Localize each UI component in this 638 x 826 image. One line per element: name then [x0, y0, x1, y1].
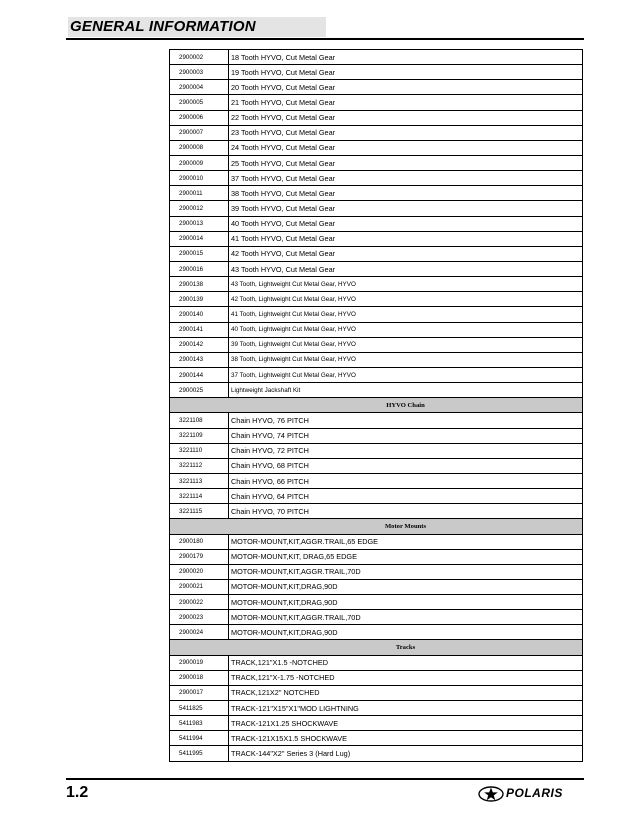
- part-number: 2900180: [170, 534, 229, 549]
- table-row: [170, 367, 583, 382]
- table-row: [170, 110, 583, 125]
- section-title: HYVO Chain: [170, 398, 583, 413]
- part-number: 2900023: [170, 610, 229, 625]
- part-number: 2900179: [170, 549, 229, 564]
- section-header-row: [170, 640, 583, 655]
- part-number: 3221114: [170, 489, 229, 504]
- table-row: [170, 383, 583, 398]
- part-number: 2900003: [170, 65, 229, 80]
- table-row: [170, 701, 583, 716]
- table-row: [170, 504, 583, 519]
- table-row: [170, 337, 583, 352]
- part-description: TRACK-144"X2" Series 3 (Hard Lug): [229, 746, 583, 761]
- part-description: 21 Tooth HYVO, Cut Metal Gear: [229, 95, 583, 110]
- section-header-row: [170, 398, 583, 413]
- part-number: 2900142: [170, 337, 229, 352]
- part-number: 2900015: [170, 246, 229, 261]
- part-description: 37 Tooth, Lightweight Cut Metal Gear, HYVO: [229, 367, 583, 382]
- table-row: [170, 186, 583, 201]
- part-description: MOTOR-MOUNT,KIT,DRAG,90D: [229, 579, 583, 594]
- part-number: 2900019: [170, 655, 229, 670]
- part-number: 2900017: [170, 685, 229, 700]
- table-row: [170, 171, 583, 186]
- table-row: [170, 95, 583, 110]
- part-description: MOTOR-MOUNT,KIT, DRAG,65 EDGE: [229, 549, 583, 564]
- part-description: 18 Tooth HYVO, Cut Metal Gear: [229, 50, 583, 65]
- part-description: 43 Tooth, Lightweight Cut Metal Gear, HYVO: [229, 277, 583, 292]
- page-number: 1.2: [66, 784, 89, 801]
- table-row: [170, 746, 583, 761]
- part-number: 2900020: [170, 564, 229, 579]
- part-description: 38 Tooth HYVO, Cut Metal Gear: [229, 186, 583, 201]
- table-row: [170, 307, 583, 322]
- part-number: 3221112: [170, 458, 229, 473]
- part-description: TRACK,121"X-1.75 -NOTCHED: [229, 670, 583, 685]
- part-description: Chain HYVO, 66 PITCH: [229, 473, 583, 488]
- part-number: 2900025: [170, 383, 229, 398]
- part-number: 3221110: [170, 443, 229, 458]
- part-number: 2900009: [170, 155, 229, 170]
- part-description: 43 Tooth HYVO, Cut Metal Gear: [229, 261, 583, 276]
- table-row: [170, 716, 583, 731]
- table-row: [170, 549, 583, 564]
- table-row: [170, 231, 583, 246]
- table-row: [170, 216, 583, 231]
- part-description: 39 Tooth HYVO, Cut Metal Gear: [229, 201, 583, 216]
- table-row: [170, 322, 583, 337]
- part-number: 2900024: [170, 625, 229, 640]
- part-description: TRACK,121X2" NOTCHED: [229, 685, 583, 700]
- part-description: Chain HYVO, 64 PITCH: [229, 489, 583, 504]
- part-description: 24 Tooth HYVO, Cut Metal Gear: [229, 140, 583, 155]
- table-row: [170, 458, 583, 473]
- part-number: 2900012: [170, 201, 229, 216]
- part-number: 2900016: [170, 261, 229, 276]
- part-number: 2900014: [170, 231, 229, 246]
- table-row: [170, 413, 583, 428]
- part-number: 2900022: [170, 595, 229, 610]
- table-row: [170, 489, 583, 504]
- part-number: 5411825: [170, 701, 229, 716]
- footer-rule: [66, 778, 584, 780]
- part-number: 2900141: [170, 322, 229, 337]
- table-row: [170, 610, 583, 625]
- table-row: [170, 534, 583, 549]
- table-row: [170, 685, 583, 700]
- table-row: [170, 155, 583, 170]
- part-description: Chain HYVO, 74 PITCH: [229, 428, 583, 443]
- part-description: 25 Tooth HYVO, Cut Metal Gear: [229, 155, 583, 170]
- table-row: [170, 428, 583, 443]
- part-number: 2900144: [170, 367, 229, 382]
- polaris-logo: [478, 786, 582, 802]
- table-row: [170, 277, 583, 292]
- part-description: TRACK-121X15X1.5 SHOCKWAVE: [229, 731, 583, 746]
- table-row: [170, 292, 583, 307]
- part-description: 22 Tooth HYVO, Cut Metal Gear: [229, 110, 583, 125]
- part-description: MOTOR-MOUNT,KIT,DRAG,90D: [229, 595, 583, 610]
- part-number: 2900143: [170, 352, 229, 367]
- part-number: 5411983: [170, 716, 229, 731]
- part-description: MOTOR-MOUNT,KIT,AGGR.TRAIL,70D: [229, 610, 583, 625]
- part-number: 2900013: [170, 216, 229, 231]
- part-number: 3221108: [170, 413, 229, 428]
- part-number: 2900138: [170, 277, 229, 292]
- part-number: 2900005: [170, 95, 229, 110]
- part-number: 2900010: [170, 171, 229, 186]
- part-description: MOTOR-MOUNT,KIT,AGGR.TRAIL,65 EDGE: [229, 534, 583, 549]
- part-number: 2900002: [170, 50, 229, 65]
- part-description: 37 Tooth HYVO, Cut Metal Gear: [229, 171, 583, 186]
- table-row: [170, 655, 583, 670]
- section-header-row: [170, 519, 583, 534]
- part-description: MOTOR-MOUNT,KIT,AGGR.TRAIL,70D: [229, 564, 583, 579]
- table-row: [170, 670, 583, 685]
- table-row: [170, 125, 583, 140]
- part-number: 2900139: [170, 292, 229, 307]
- part-description: 23 Tooth HYVO, Cut Metal Gear: [229, 125, 583, 140]
- part-description: TRACK,121"X1.5 -NOTCHED: [229, 655, 583, 670]
- part-number: 2900011: [170, 186, 229, 201]
- page-header: [68, 17, 326, 37]
- part-number: 2900004: [170, 80, 229, 95]
- part-description: MOTOR-MOUNT,KIT,DRAG,90D: [229, 625, 583, 640]
- part-description: 38 Tooth, Lightweight Cut Metal Gear, HYVO: [229, 352, 583, 367]
- table-row: [170, 352, 583, 367]
- table-row: [170, 80, 583, 95]
- part-number: 3221115: [170, 504, 229, 519]
- polaris-wordmark: POLARIS: [506, 786, 563, 800]
- part-description: TRACK-121X1.25 SHOCKWAVE: [229, 716, 583, 731]
- section-title: Tracks: [170, 640, 583, 655]
- part-description: TRACK-121"X15"X1"MOD LIGHTNING: [229, 701, 583, 716]
- table-row: [170, 443, 583, 458]
- part-number: 5411995: [170, 746, 229, 761]
- header-rule: [66, 38, 584, 40]
- parts-table-body: [170, 50, 583, 762]
- part-description: Chain HYVO, 70 PITCH: [229, 504, 583, 519]
- part-description: 20 Tooth HYVO, Cut Metal Gear: [229, 80, 583, 95]
- part-number: 2900006: [170, 110, 229, 125]
- table-row: [170, 65, 583, 80]
- table-row: [170, 564, 583, 579]
- part-number: 5411994: [170, 731, 229, 746]
- table-row: [170, 246, 583, 261]
- polaris-star-icon: [478, 786, 506, 802]
- table-row: [170, 201, 583, 216]
- section-title: Motor Mounts: [170, 519, 583, 534]
- part-description: 41 Tooth, Lightweight Cut Metal Gear, HYVO: [229, 307, 583, 322]
- table-row: [170, 579, 583, 594]
- part-description: 42 Tooth HYVO, Cut Metal Gear: [229, 246, 583, 261]
- table-row: [170, 50, 583, 65]
- part-description: 42 Tooth, Lightweight Cut Metal Gear, HYVO: [229, 292, 583, 307]
- part-description: 40 Tooth, Lightweight Cut Metal Gear, HYVO: [229, 322, 583, 337]
- page-title: GENERAL INFORMATION: [70, 18, 256, 35]
- part-description: 40 Tooth HYVO, Cut Metal Gear: [229, 216, 583, 231]
- table-row: [170, 140, 583, 155]
- table-row: [170, 625, 583, 640]
- part-description: 39 Tooth, Lightweight Cut Metal Gear, HYVO: [229, 337, 583, 352]
- part-number: 3221113: [170, 473, 229, 488]
- parts-table: [169, 49, 583, 762]
- part-description: Chain HYVO, 76 PITCH: [229, 413, 583, 428]
- part-description: Lightweight Jackshaft Kit: [229, 383, 583, 398]
- part-description: Chain HYVO, 68 PITCH: [229, 458, 583, 473]
- table-row: [170, 473, 583, 488]
- table-row: [170, 595, 583, 610]
- part-description: 19 Tooth HYVO, Cut Metal Gear: [229, 65, 583, 80]
- part-number: 2900140: [170, 307, 229, 322]
- part-number: 2900018: [170, 670, 229, 685]
- part-description: Chain HYVO, 72 PITCH: [229, 443, 583, 458]
- part-number: 2900008: [170, 140, 229, 155]
- table-row: [170, 261, 583, 276]
- table-row: [170, 731, 583, 746]
- part-number: 2900021: [170, 579, 229, 594]
- part-number: 2900007: [170, 125, 229, 140]
- part-number: 3221109: [170, 428, 229, 443]
- part-description: 41 Tooth HYVO, Cut Metal Gear: [229, 231, 583, 246]
